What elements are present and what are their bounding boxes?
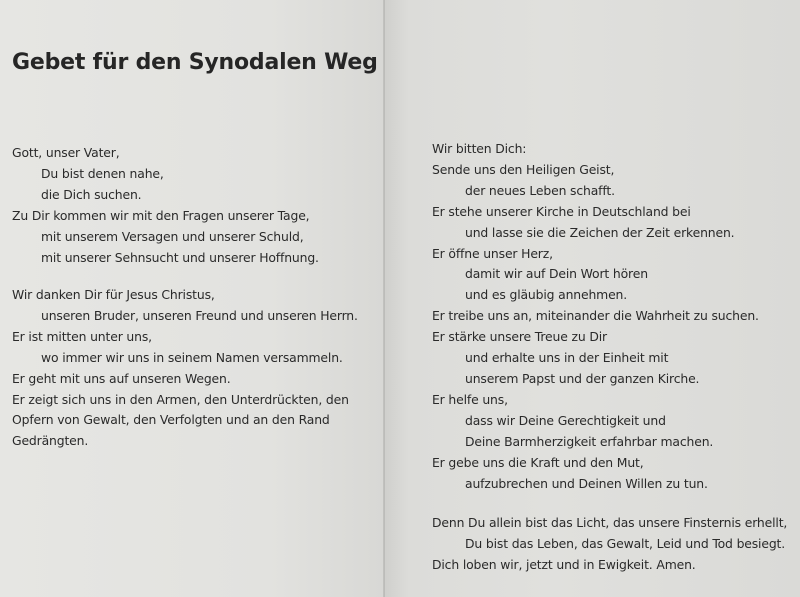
page-fold <box>383 0 385 597</box>
verse-line: Er stehe unserer Kirche in Deutschland bei <box>432 203 691 219</box>
verse-line: unseren Bruder, unseren Freund und unseren Herrn. <box>41 307 358 323</box>
verse-line: Du bist denen nahe, <box>41 165 164 181</box>
verse-line: Sende uns den Heiligen Geist, <box>432 161 615 177</box>
verse-line: mit unserer Sehnsucht und unserer Hoffnung. <box>41 249 319 265</box>
verse-line: Er gebe uns die Kraft und den Mut, <box>432 454 644 470</box>
verse-line: Zu Dir kommen wir mit den Fragen unserer Tage, <box>12 207 310 223</box>
stanza-2 <box>12 285 358 452</box>
verse-line: Er geht mit uns auf unseren Wegen. <box>12 370 231 386</box>
verse-line: Gedrängten. <box>12 433 89 449</box>
verse-line: und erhalte uns in der Einheit mit <box>465 350 669 366</box>
verse-line: und es gläubig annehmen. <box>465 287 628 303</box>
verse-line: Denn Du allein bist das Licht, das unsere Finsternis erhellt, <box>432 515 788 530</box>
verse-line: unserem Papst und der ganzen Kirche. <box>465 370 700 386</box>
verse-line: Du bist das Leben, das Gewalt, Leid und Tod besiegt. <box>465 535 786 551</box>
verse-line: damit wir auf Dein Wort hören <box>465 266 648 282</box>
verse-line: Wir danken Dir für Jesus Christus, <box>12 287 215 302</box>
verse-line: aufzubrechen und Deinen Willen zu tun. <box>465 475 708 491</box>
verse-line: der neues Leben schafft. <box>465 182 615 198</box>
verse-line: und lasse sie die Zeichen der Zeit erkennen. <box>465 224 735 240</box>
verse-line: Er zeigt sich uns in den Armen, den Unterdrückten, den <box>12 391 349 407</box>
verse-line: Er treibe uns an, miteinander die Wahrheit zu suchen. <box>432 308 759 324</box>
verse-line: Er stärke unsere Treue zu Dir <box>432 329 607 345</box>
verse-line: dass wir Deine Gerechtigkeit und <box>465 412 666 428</box>
verse-line: Gott, unser Vater, <box>12 145 120 160</box>
verse-line: Deine Barmherzigkeit erfahrbar machen. <box>465 433 714 449</box>
verse-line: Wir bitten Dich: <box>432 141 527 156</box>
stanza-1 <box>12 143 319 268</box>
verse-line: Er helfe uns, <box>432 391 508 407</box>
verse-line: Er öffne unser Herz, <box>432 245 553 261</box>
verse-line: mit unserem Versagen und unserer Schuld, <box>41 228 304 244</box>
page-title: Gebet für den Synodalen Weg <box>12 50 378 75</box>
verse-line: wo immer wir uns in seinem Namen versammeln. <box>41 349 343 365</box>
verse-line: Er ist mitten unter uns, <box>12 328 152 344</box>
verse-line: die Dich suchen. <box>41 186 142 202</box>
verse-line: Dich loben wir, jetzt und in Ewigkeit. Amen. <box>432 556 696 572</box>
stanza-3 <box>432 139 759 494</box>
verse-line: Opfern von Gewalt, den Verfolgten und an den Rand <box>12 412 330 428</box>
stanza-4 <box>432 513 787 576</box>
